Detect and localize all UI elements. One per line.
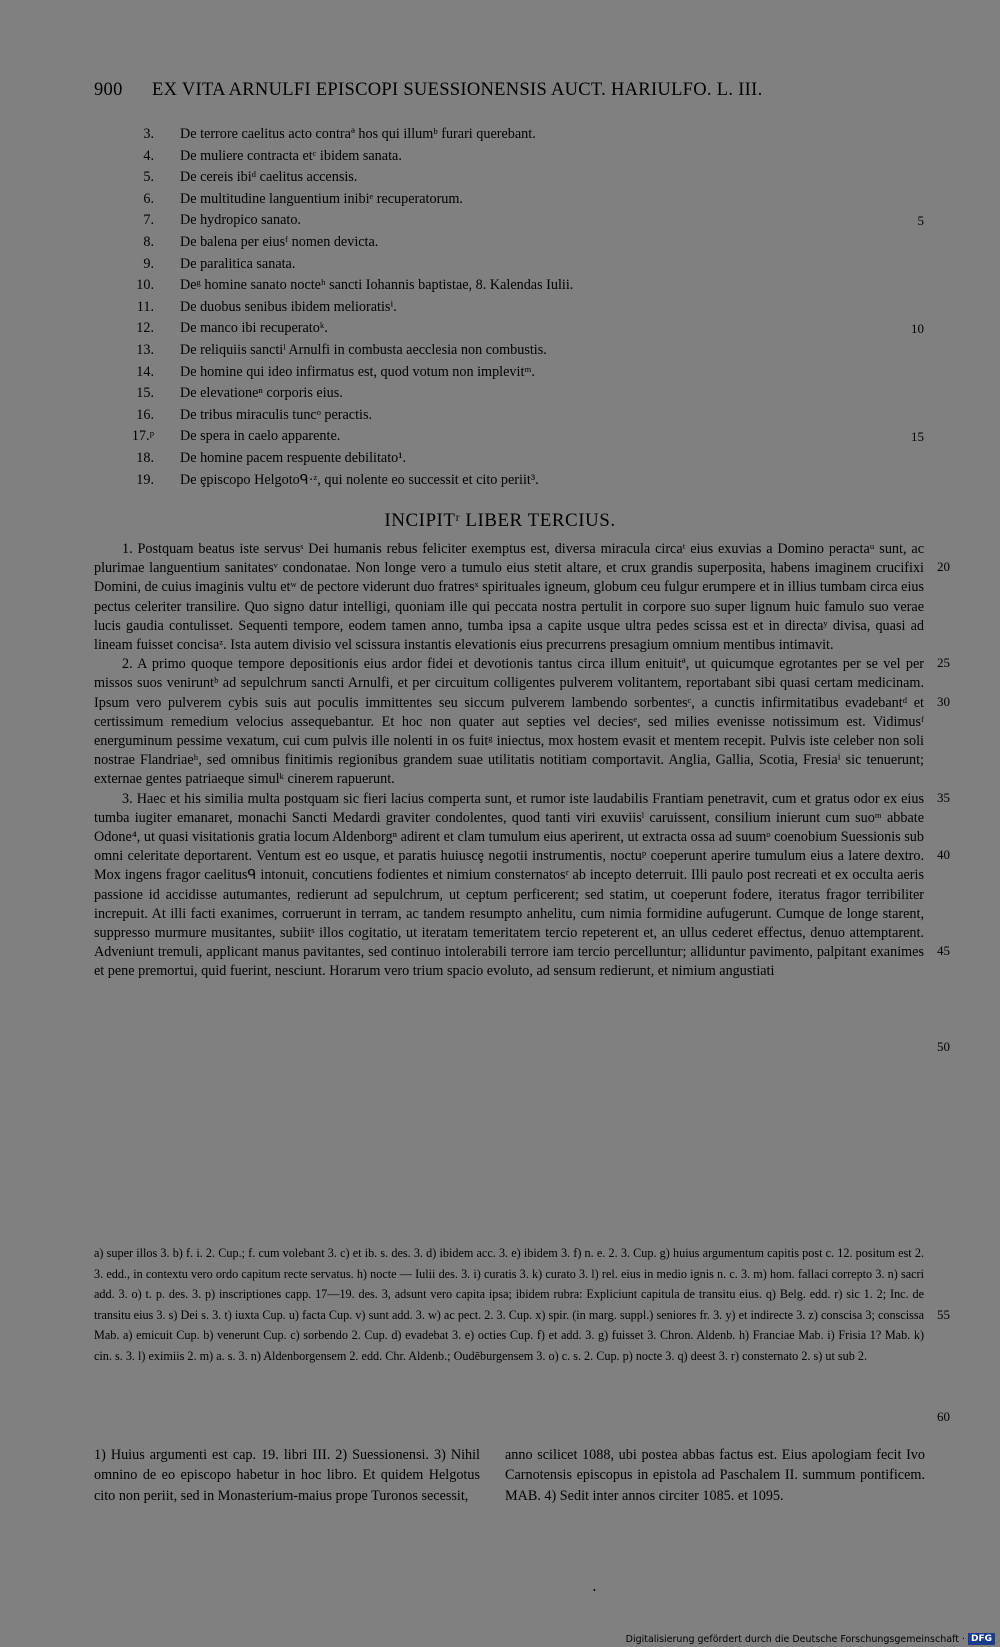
- chapter-list: [94, 124, 924, 491]
- chapter-entry: [94, 275, 924, 297]
- chapter-number: 12.: [136, 320, 154, 337]
- apparatus-text: a) super illos 3. b) f. i. 2. Cup.; f. cum volebant 3. c) et ib. s. des. 3. d) ibidem acc. 3. e) ibidem 3. f) n. e. 2. 3. Cup. g) huius argumentum capitis post c. 12. positum est 2. 3. edd., in contextu vero ordo capitum recte servatus. h) nocte — Iulii des. 3. i) curatis 3. k) curato 3. l) rel. eius in medio ignis n. c. 3. m) hom. fallaci correpto 3. n) sacri add. 3. o) t. p. des. 3. p) inscriptiones capp. 17—19. des. 3, adsunt vero capita ipsa; ibidem rubra: Expliciunt capitula de transitu eius. q) Belg. edd. r) sic 1. 2; Inc. de transitu eius 3. s) Dei s. 3. t) iuxta Cup. u) facta Cup. v) sunt add. 3. w) ac pect. 2. 3. Cup. x) spir. (in marg. suppl.) seniores fr. 3. y) et indirecte 3. z) conscisa 3; conscissa Mab. a) emicuit Cup. b) venerunt Cup. c) sorbendo 2. Cup. d) evadebat 3. e) octies Cup. f) et add. 3. g) fuisset 3. Chron. Aldenb. h) Franciae Mab. i) Frisia 1? Mab. k) cin. s. 3. l) eximiis 2. m) a. s. 3. n) Aldenborgensem 2. edd. Chr. Aldenb.; Oudēburgensem 3. o) c. s. 2. Cup. p) nocte 3. q) deest 3. r) consternato 2. s) ut sub 2.: [94, 1246, 924, 1363]
- chapter-entry: [94, 426, 924, 448]
- chapter-number: 15.: [136, 385, 154, 402]
- paragraph: 1. Postquam beatus iste servusˢ Dei humanis rebus feliciter exemptus est, diversa miracula circaᵗ eius exuvias a Domino peractaᵘ sunt, ac plurimae languentium sanitatesᵛ condonatae. Non longe vero a tumulo eius stetit altare, et crux grandis superposita, habens imaginem crucifixi Domini, de cuius imaginis vultu etʷ de pectore viderunt duo fratresˣ spirituales igneum, globum ceu fulgur erumpere et in illius tumbam circa eius pectus celeriter transilire. Quo signo datur intelligi, quoniam ille qui peccata nostra pertulit in corpore suo super lignum huic famulo suo verae lucis gaudia contulisset. Sequenti tempore, eodem tamen anno, tumba ipsa a capite usque ultra pedes scissa est et in directaʸ divisa, quasi ad lineam fuisset concisaᶻ. Ista autem divisio vel scissura instantis elevationis eius precurrens presagium omnium mentibus intimavit.: [94, 541, 924, 654]
- line-number: 15: [911, 429, 924, 445]
- digitization-credit: Digitalisierung gefördert durch die Deutsche Forschungsgemeinschaft · DFG: [626, 1633, 995, 1645]
- chapter-number: 6.: [143, 190, 154, 207]
- running-title: EX VITA ARNULFI EPISCOPI SUESSIONENSIS AUCT. HARIULFO. L. III.: [152, 80, 763, 100]
- line-number: 60: [937, 1409, 950, 1424]
- page-dot-mark: •: [593, 1586, 596, 1595]
- chapter-number: 8.: [143, 233, 154, 250]
- chapter-entry: [94, 448, 924, 470]
- chapter-number: 3.: [143, 126, 154, 142]
- footnotes-right: anno scilicet 1088, ubi postea abbas factus est. Eius apologiam fecit Ivo Carnotensis episcopus in epistola ad Paschalem II. summum pontificem. MAB. 4) Sedit inter annos circiter 1085. et 1095.: [505, 1447, 925, 1504]
- chapter-entry: [94, 232, 924, 254]
- chapter-entry: [94, 405, 924, 427]
- chapter-title: De reliquiis sanctiˡ Arnulfi in combusta aecclesia non combustis.: [180, 341, 547, 358]
- footnotes-left: 1) Huius argumenti est cap. 19. libri III. 2) Suessionensi. 3) Nihil omnino de eo episcopo habetur in hoc libro. Et quidem Helgotus cito non periit, sed in Monasterium-maius prope Turonos secessit,: [94, 1447, 480, 1504]
- chapter-number: 5.: [143, 169, 154, 186]
- line-number: 50: [937, 1039, 950, 1055]
- chapter-number: 4.: [143, 147, 154, 164]
- chapter-number: 14.: [136, 363, 154, 380]
- chapter-number: 10.: [136, 277, 154, 294]
- chapter-title: De ȩpiscopo Helgotoᑫ·ᶻ, qui nolente eo successit et cito periit³.: [180, 471, 539, 488]
- chapter-title: De cereis ibiᵈ caelitus accensis.: [180, 169, 358, 186]
- chapter-entry: [94, 210, 924, 232]
- chapter-number: 19.: [136, 471, 154, 488]
- running-header: [94, 80, 854, 101]
- chapter-entry: [94, 340, 924, 362]
- digitization-text: Digitalisierung gefördert durch die Deutsche Forschungsgemeinschaft: [625, 1633, 959, 1645]
- line-number: 10: [911, 321, 924, 337]
- chapter-entry: [94, 297, 924, 319]
- chapter-entry: [94, 383, 924, 405]
- chapter-title: De paralitica sanata.: [180, 255, 296, 272]
- chapter-number: 7.: [143, 212, 154, 229]
- line-number: 35: [937, 789, 950, 805]
- chapter-title: De balena per eiusᶠ nomen devicta.: [180, 233, 379, 250]
- chapter-title: De homine pacem respuente debilitato¹.: [180, 449, 407, 466]
- chapter-entry: [94, 124, 924, 146]
- paragraph: 3. Haec et his similia multa postquam sic fieri lacius comperta sunt, et rumor iste laudabilis Frantiam penetravit, cum et gratus odor ex eius tumba iugiter emanaret, monachi Sancti Medardi graviter condolentes, quod tanti viri exuviisˡ caruissent, consilium inierunt cum suoᵐ abbate Odone⁴, ut quasi visitationis gratia locum Aldenborgⁿ adirent et clam tumulum eius aperirent, ut extracta ossa ad suumᵒ coenobium Suessionis sub omni celeritate deportarent. Ventum est eo usque, et paratis huiuscȩ negotii instrumentis, noctuᵖ coeperunt aperire tumulum eius a latere dextro. Mox ingens fragor caelitusᑫ intonuit, concutiens fodientes et nimium consternatosʳ ab incepto deterruit. Illi paulo post recreati et ex occulta aeris passione id accidisse autumantes, redierunt ad sepulchrum, ut ceptum perficerent; sed statim, ut coeperunt fodere, iteratus fragor terribiliter increpuit. At illi facti exanimes, corruerunt in terram, ac tandem resumpto anhelitu, cum nimia formidine aufugerunt. Cumque de longe starent, suppresso murmure musitantes, subiitˢ illos cogitatio, ut iteratam temeritatem tercio repeterent et, an ullus cederet effectus, denuo attemptarent. Adveniunt tremuli, applicant manus pavitantes, sed continuo intolerabili terrore iam tercio percelluntur; alliduntur pavimento, palpitant exanimes et pene premortui, quid fuerint, nesciunt. Horarum vero trium spacio evoluto, ad sensum redierunt, et nimium angustiati: [94, 790, 924, 980]
- chapter-number: 18.: [136, 449, 154, 466]
- critical-apparatus: [94, 1243, 950, 1424]
- chapter-number: 9.: [143, 255, 154, 272]
- chapter-number: 16.: [136, 406, 154, 423]
- chapter-title: De hydropico sanato.: [180, 212, 301, 229]
- book-title: INCIPITʳ LIBER TERCIUS.: [384, 510, 616, 531]
- page-number: 900: [94, 80, 123, 100]
- chapter-title: Deᵍ homine sanato nocteʰ sancti Iohannis baptistae, 8. Kalendas Iulii.: [180, 277, 574, 294]
- chapter-entry: [94, 470, 924, 492]
- chapter-title: De muliere contracta etᶜ ibidem sanata.: [180, 147, 402, 164]
- chapter-entry: [94, 362, 924, 384]
- paragraph-block: [94, 540, 950, 671]
- line-number: 20: [937, 559, 950, 575]
- chapter-entry: [94, 146, 924, 168]
- line-number: 25: [937, 655, 950, 671]
- main-text: [94, 540, 950, 1055]
- paragraph: 2. A primo quoque tempore depositionis eius ardor fidei et devotionis tantus circa illum enituitª, ut quicumque egrotantes per se vel per missos suos veniruntᵇ ad sepulchrum sancti Arnulfi, et per circuitum colligentes pulverem volitantem, reportabant sibi quasi certam medicinam. Ipsum vero pulverem cybis suis aut poculis immittentes seu siccum pulverem lambendo sorbentesᶜ, a cunctis infirmitatibus evadebantᵈ et certissimum remedium velocius assequebantur. Et hoc non quater aut septies vel deciesᵉ, sed milies evenisse notissimum est. Vidimusᶠ energuminum pessime vexatum, cui cum pulvis ille nolenti in os fuitᵍ iniectus, mox hostem evasit et mentem recepit. Pulvis iste celeber non soli nostrae Flandriaeʰ, sed omnibus finitimis regionibus grandem suae utilitatis notitiam comportavit. Anglia, Gallia, Scotia, Fresiaⁱ sic tenuerunt; externae gentes patriaeque simulᵏ cinerem rapuerunt.: [94, 656, 924, 788]
- line-number: 40: [937, 847, 950, 863]
- chapter-number: 13.: [136, 341, 154, 358]
- chapter-entry: [94, 254, 924, 276]
- chapter-entry: [94, 318, 924, 340]
- chapter-title: De homine qui ideo infirmatus est, quod votum non implevitᵐ.: [180, 363, 535, 380]
- chapter-title: De manco ibi recuperatoᵏ.: [180, 320, 328, 337]
- chapter-entry: [94, 189, 924, 211]
- chapter-entry: [94, 167, 924, 189]
- chapter-title: De duobus senibus ibidem melioratisⁱ.: [180, 298, 397, 315]
- chapter-number: 17.ᵖ: [131, 428, 154, 445]
- line-number: 45: [937, 943, 950, 959]
- line-number: 55: [937, 1306, 950, 1322]
- chapter-title: De multitudine languentium inibiᵉ recuperatorum.: [180, 190, 463, 207]
- chapter-number: 11.: [136, 298, 154, 315]
- line-number: 5: [917, 213, 924, 229]
- chapter-title: De spera in caelo apparente.: [180, 428, 341, 445]
- dfg-logo: DFG: [968, 1633, 995, 1645]
- chapter-title: De tribus miraculis tuncᵒ peractis.: [180, 406, 373, 423]
- chapter-title: De elevationeⁿ corporis eius.: [180, 385, 343, 402]
- chapter-title: De terrore caelitus acto contraª hos qui illumᵇ furari querebant.: [180, 126, 536, 142]
- line-number: 30: [937, 693, 950, 709]
